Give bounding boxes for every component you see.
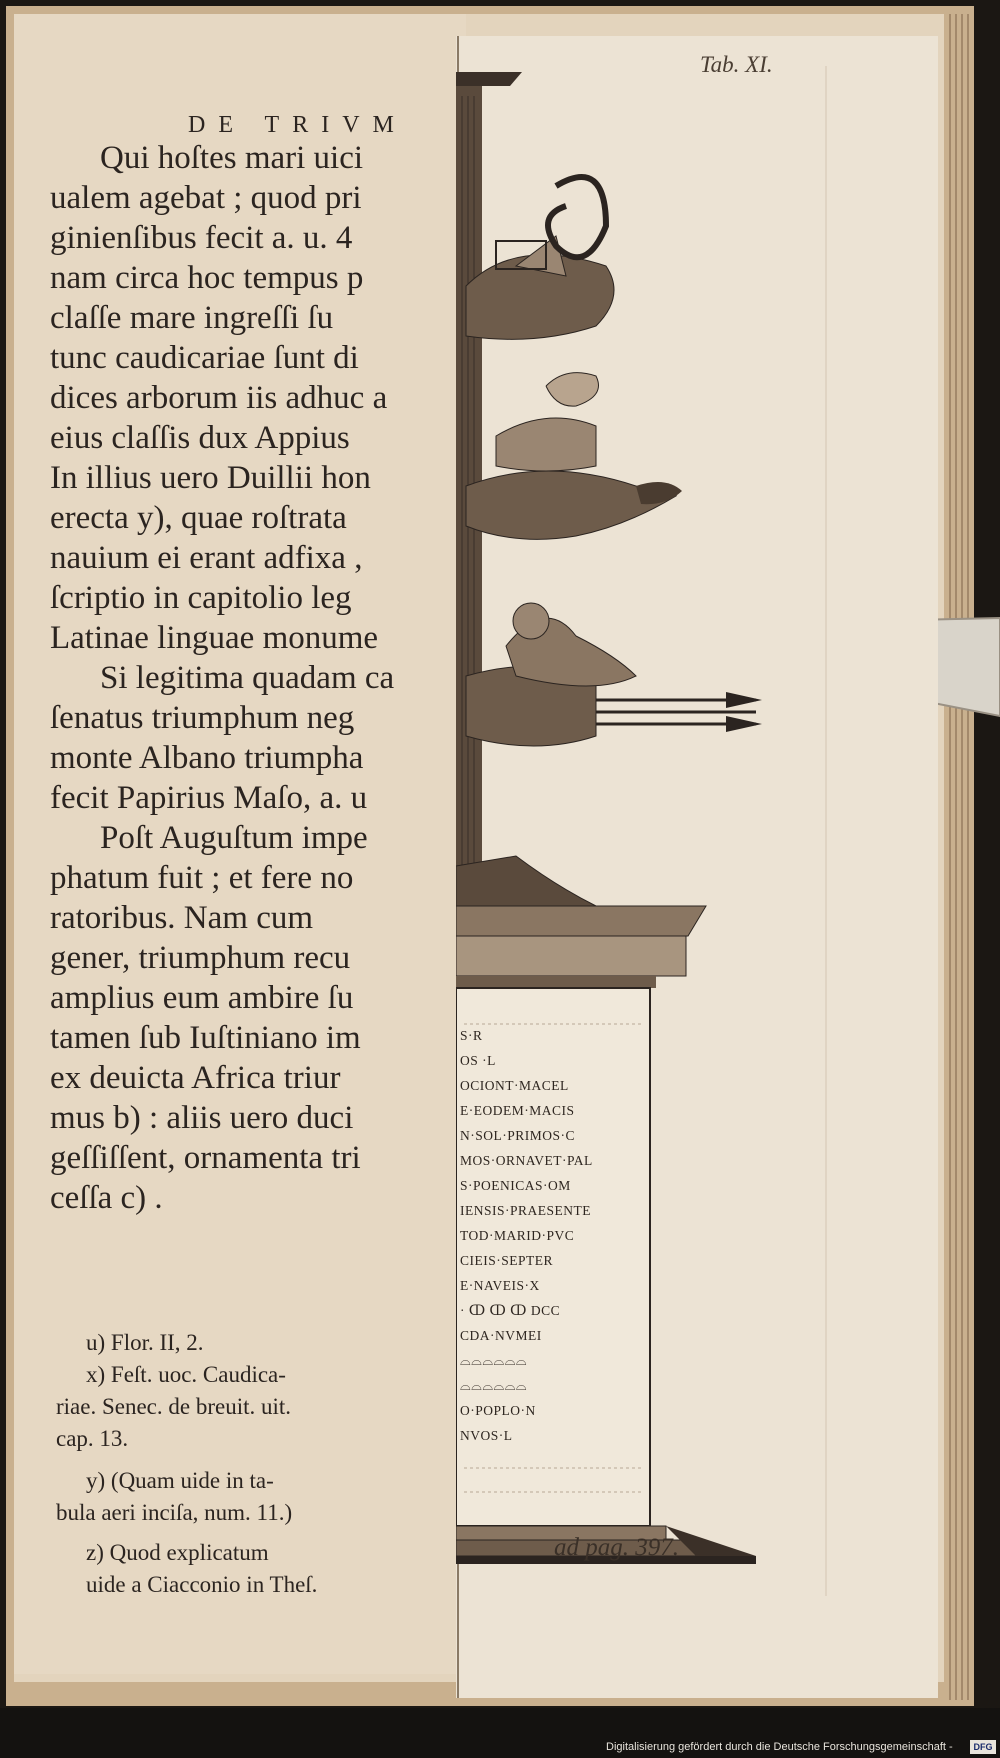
- inscription-line: ⌓⌓⌓⌓⌓⌓: [460, 1378, 528, 1393]
- text-line: ratoribus. Nam cum: [50, 900, 314, 936]
- inscription-line: OCIONT·MACEL: [460, 1078, 569, 1093]
- footnote-line: bula aeri inciſa, num. 11.): [56, 1500, 293, 1525]
- inscription-line: TOD·MARID·PVC: [460, 1228, 575, 1243]
- footnote-line: uide a Ciacconio in Theſ.: [86, 1572, 318, 1597]
- inscription-line: ⌓⌓⌓⌓⌓⌓: [460, 1353, 528, 1368]
- text-line: In illius uero Duillii hon: [50, 460, 371, 496]
- text-line: Latinae linguae monume: [50, 620, 379, 656]
- footer-credit: Digitalisierung gefördert durch die Deutsche Forschungsgemeinschaft -: [606, 1741, 953, 1753]
- inscription-line: NVOS·L: [460, 1428, 513, 1443]
- text-line: eius claſſis dux Appius: [50, 420, 350, 456]
- inscription-line: S·POENICAS·OM: [460, 1178, 571, 1193]
- text-line: phatum fuit ; et fere no: [50, 860, 354, 896]
- text-line: ſenatus triumphum neg: [50, 700, 355, 736]
- running-head: DE TRIVM: [188, 112, 407, 138]
- text-line: ceſſa c) .: [50, 1180, 163, 1216]
- dfg-logo: DFG: [970, 1740, 996, 1754]
- text-line: erecta y), quae roſtrata: [50, 500, 347, 536]
- inscription-line: IENSIS·PRAESENTE: [460, 1203, 592, 1218]
- text-line: nam circa hoc tempus p: [50, 260, 364, 296]
- text-line: geſſiſſent, ornamenta tri: [50, 1140, 361, 1176]
- text-line: ginienſibus fecit a. u. 4: [50, 220, 353, 256]
- text-line: Si legitima quadam ca: [100, 660, 395, 696]
- footnote-line: x) Feſt. uoc. Caudica-: [86, 1362, 286, 1387]
- text-line: mus b) : aliis uero duci: [50, 1100, 354, 1136]
- text-line: ex deuicta Africa triur: [50, 1060, 341, 1096]
- page-reference: ad pag. 397.: [554, 1534, 679, 1561]
- text-line: gener, triumphum recu: [50, 940, 351, 976]
- text-line: dices arborum iis adhuc a: [50, 380, 388, 416]
- plate-label: Tab. XI.: [700, 52, 773, 77]
- text-line: ſcriptio in capitolio leg: [50, 580, 352, 616]
- plate-engraving: [456, 36, 938, 1698]
- text-line: Poſt Auguſtum impe: [100, 820, 368, 856]
- footnote-line: cap. 13.: [56, 1426, 129, 1451]
- inscription-line: S·R: [460, 1028, 483, 1043]
- footnote-line: z) Quod explicatum: [86, 1540, 269, 1565]
- inscription-line: E·NAVEIS·X: [460, 1278, 540, 1293]
- text-line: tamen ſub Iuſtiniano im: [50, 1020, 361, 1056]
- inscription-line: CIEIS·SEPTER: [460, 1253, 554, 1268]
- inscription-line: OS ·L: [460, 1053, 496, 1068]
- text-line: claſſe mare ingreſſi ſu: [50, 300, 334, 336]
- inscription-line: N·SOL·PRIMOS·C: [460, 1128, 576, 1143]
- text-line: Qui hoſtes mari uici: [100, 140, 364, 176]
- text-line: fecit Papirius Maſo, a. u: [50, 780, 368, 816]
- footnote-line: y) (Quam uide in ta-: [86, 1468, 274, 1493]
- inscription-line: O·POPLO·N: [460, 1403, 536, 1418]
- inscription-line: E·EODEM·MACIS: [460, 1103, 575, 1118]
- text-line: monte Albano triumpha: [50, 740, 364, 776]
- inscription-line: · ↀ ↀ ↀ DCC: [460, 1303, 561, 1318]
- text-line: ualem agebat ; quod pri: [50, 180, 362, 216]
- text-line: amplius eum ambire ſu: [50, 980, 354, 1016]
- text-line: nauium ei erant adfixa ,: [50, 540, 363, 576]
- text-line: tunc caudicariae ſunt di: [50, 340, 359, 376]
- footnote-line: u) Flor. II, 2.: [86, 1330, 204, 1355]
- footnote-line: riae. Senec. de breuit. uit.: [56, 1394, 292, 1419]
- inscription-line: CDA·NVMEI: [460, 1328, 542, 1343]
- inscription-line: MOS·ORNAVET·PAL: [460, 1153, 593, 1168]
